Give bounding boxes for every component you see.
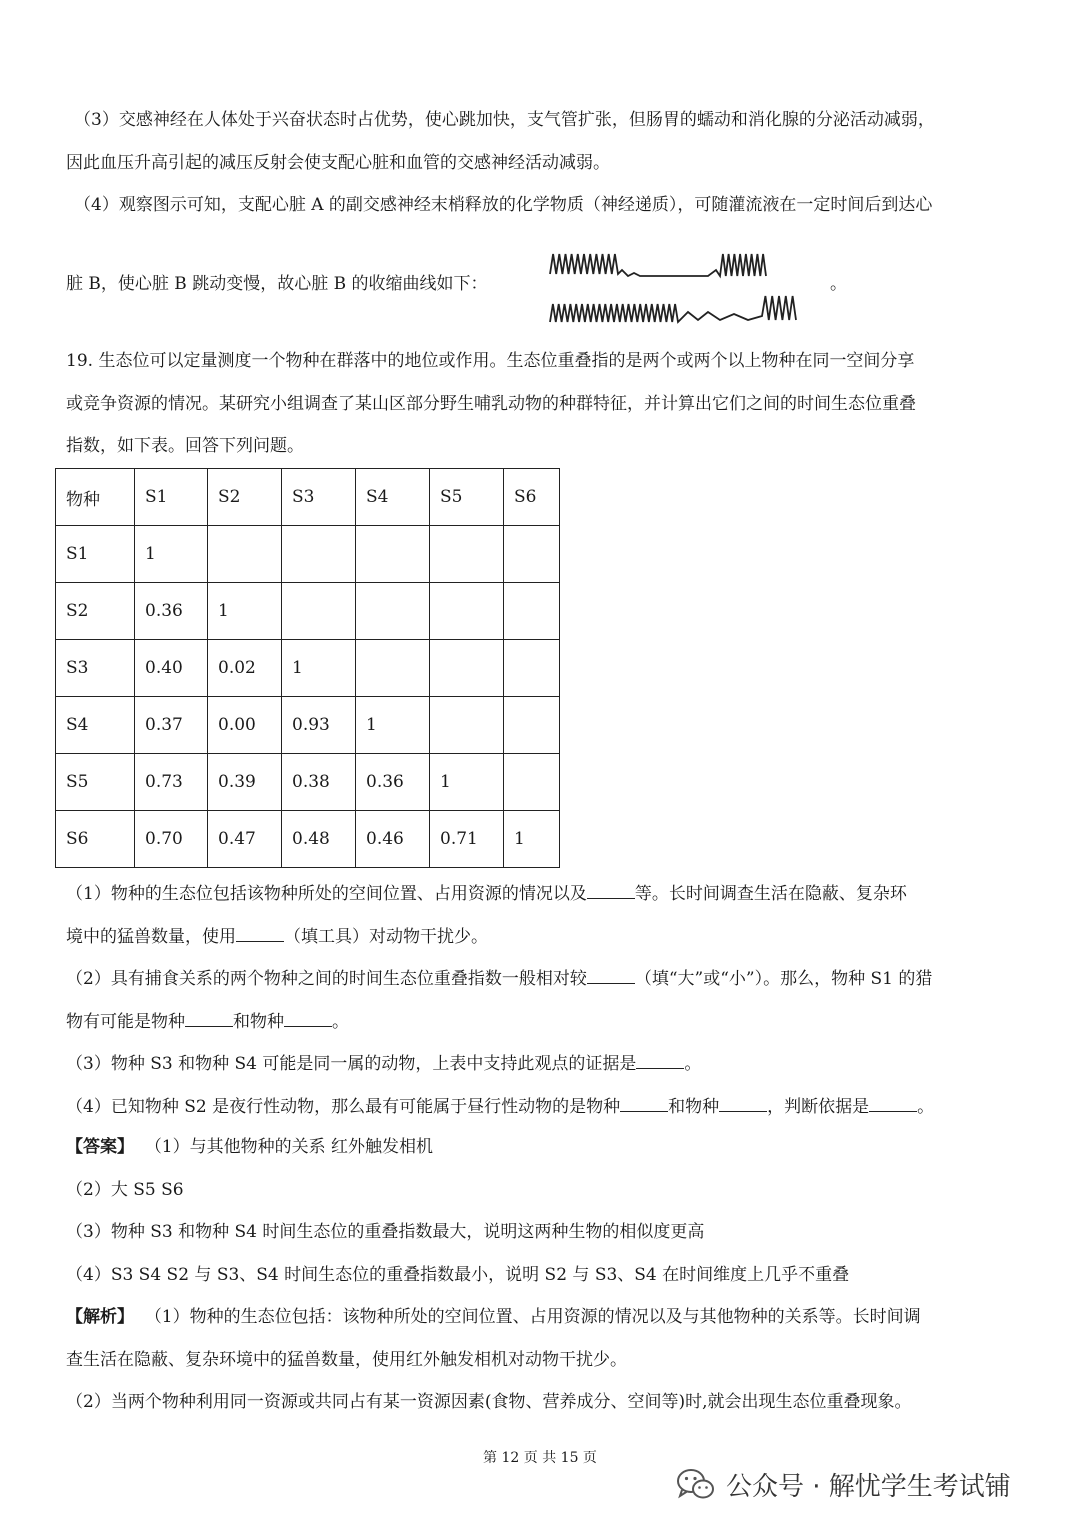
table-row xyxy=(56,583,560,640)
analysis-1b: 查生活在隐蔽、复杂环境中的猛兽数量，使用红外触发相机对动物干扰少。 xyxy=(66,1350,627,1370)
answer-1: （1）与其他物种的关系 红外触发相机 xyxy=(144,1137,434,1157)
answer-2: （2）大 S5 S6 xyxy=(66,1180,184,1200)
table-header-cell: S4 xyxy=(356,469,430,526)
table-header-cell: S2 xyxy=(208,469,282,526)
table-cell xyxy=(430,526,504,583)
table-header-cell: S6 xyxy=(504,469,560,526)
table-cell: S4 xyxy=(56,697,135,754)
table-cell: 1 xyxy=(135,526,208,583)
table-cell: 1 xyxy=(208,583,282,640)
table-cell xyxy=(208,526,282,583)
table-cell xyxy=(504,754,560,811)
answer-blank xyxy=(284,1008,332,1027)
table-cell: S2 xyxy=(56,583,135,640)
watermark xyxy=(676,1466,1011,1503)
niche-overlap-table xyxy=(55,468,560,868)
table-row xyxy=(56,526,560,583)
q3-text-b: 。 xyxy=(684,1054,702,1074)
q4-text-a: （4）已知物种 S2 是夜行性动物，那么最有可能属于昼行性动物的是物种 xyxy=(66,1097,621,1117)
table-cell: 0.46 xyxy=(356,811,430,868)
q2-line1 xyxy=(66,965,932,991)
q1-line1 xyxy=(66,880,907,906)
table-cell xyxy=(356,583,430,640)
part4-line1: （4）观察图示可知，支配心脏 A 的副交感神经末梢释放的化学物质（神经递质），可随灌流液在一定时间后到达心 xyxy=(74,195,933,215)
table-cell: 1 xyxy=(504,811,560,868)
table-row xyxy=(56,697,560,754)
answer-blank xyxy=(719,1093,767,1112)
answer-blank xyxy=(185,1008,233,1027)
table-cell xyxy=(356,526,430,583)
table-cell xyxy=(504,640,560,697)
answer-line1 xyxy=(66,1135,433,1159)
table-cell: S1 xyxy=(56,526,135,583)
part4-line2: 脏 B，使心脏 B 跳动变慢，故心脏 B 的收缩曲线如下： xyxy=(66,274,488,294)
table-cell: 1 xyxy=(282,640,356,697)
table-cell: 1 xyxy=(356,697,430,754)
answer-blank xyxy=(636,1050,684,1069)
q1-text-c: 境中的猛兽数量，使用 xyxy=(66,927,236,947)
table-cell: 0.71 xyxy=(430,811,504,868)
heart-b-contraction-curve xyxy=(548,246,808,330)
q1-text-d: （填工具）对动物干扰少。 xyxy=(284,927,488,947)
q2-text-e: 。 xyxy=(332,1012,349,1032)
part4-end: 。 xyxy=(830,274,847,294)
q19-line1: 19. 生态位可以定量测度一个物种在群落中的地位或作用。生态位重叠指的是两个或两个以上物种在同一空间分享 xyxy=(66,351,915,371)
table-cell: 0.47 xyxy=(208,811,282,868)
table-cell: S5 xyxy=(56,754,135,811)
table-cell: 0.39 xyxy=(208,754,282,811)
answer-blank xyxy=(620,1093,668,1112)
watermark-text: 公众号 · 解忧学生考试铺 xyxy=(726,1472,1011,1502)
answer-3: （3）物种 S3 和物种 S4 时间生态位的重叠指数最大，说明这两种生物的相似度更高 xyxy=(66,1222,705,1242)
q2-text-c: 物有可能是物种 xyxy=(66,1012,185,1032)
table-cell: 0.73 xyxy=(135,754,208,811)
page-number: 第 12 页 共 15 页 xyxy=(483,1450,597,1466)
table-cell xyxy=(356,640,430,697)
analysis-line1 xyxy=(66,1305,921,1329)
table-cell xyxy=(282,526,356,583)
answer-4: （4）S3 S4 S2 与 S3、S4 时间生态位的重叠指数最小，说明 S2 与 S3、S4 在时间维度上几乎不重叠 xyxy=(66,1265,850,1285)
table-header-row xyxy=(56,469,560,526)
q2-text-b: （填“大”或“小”）。那么，物种 S1 的猎 xyxy=(634,969,933,989)
q4-text-d: 。 xyxy=(917,1097,935,1117)
q4-text-c: ，判断依据是 xyxy=(767,1097,870,1117)
q1-line2 xyxy=(66,923,488,949)
analysis-2: （2）当两个物种利用同一资源或共同占有某一资源因素(食物、营养成分、空间等)时,就会出现生态位重叠现象。 xyxy=(66,1392,912,1412)
table-cell: 0.36 xyxy=(356,754,430,811)
table-header-cell: S3 xyxy=(282,469,356,526)
table-cell: 1 xyxy=(430,754,504,811)
q19-line2: 或竞争资源的情况。某研究小组调查了某山区部分野生哺乳动物的种群特征，并计算出它们之间的时间生态位重叠 xyxy=(66,394,916,414)
q3-text-a: （3）物种 S3 和物种 S4 可能是同一属的动物，上表中支持此观点的证据是 xyxy=(66,1054,637,1074)
q19-line3: 指数，如下表。回答下列问题。 xyxy=(66,436,304,456)
answer-blank xyxy=(587,880,635,899)
table-cell: 0.02 xyxy=(208,640,282,697)
table-cell: 0.93 xyxy=(282,697,356,754)
table-cell: 0.37 xyxy=(135,697,208,754)
answer-blank xyxy=(236,923,284,942)
table-cell: 0.40 xyxy=(135,640,208,697)
q1-text-b: 等。长时间调查生活在隐蔽、复杂环 xyxy=(634,884,907,904)
table-cell: 0.70 xyxy=(135,811,208,868)
table-row xyxy=(56,640,560,697)
analysis-1a: （1）物种的生态位包括：该物种所处的空间位置、占用资源的情况以及与其他物种的关系等。长时间调 xyxy=(144,1307,921,1327)
table-cell: 0.48 xyxy=(282,811,356,868)
table-cell: S6 xyxy=(56,811,135,868)
table-cell xyxy=(504,697,560,754)
answer-blank xyxy=(587,965,635,984)
q2-text-d: 和物种 xyxy=(233,1012,284,1032)
table-header-cell: 物种 xyxy=(56,469,135,526)
q2-line2 xyxy=(66,1008,349,1034)
table-cell: S3 xyxy=(56,640,135,697)
analysis-label: 【解析】 xyxy=(66,1307,134,1327)
answer-label: 【答案】 xyxy=(66,1137,134,1157)
q4-line xyxy=(66,1093,934,1119)
table-header-cell: S1 xyxy=(135,469,208,526)
q2-text-a: （2）具有捕食关系的两个物种之间的时间生态位重叠指数一般相对较 xyxy=(66,969,587,989)
table-cell: 0.36 xyxy=(135,583,208,640)
table-cell xyxy=(430,583,504,640)
table-row xyxy=(56,811,560,868)
q3-line xyxy=(66,1050,701,1076)
q4-text-b: 和物种 xyxy=(668,1097,720,1117)
answer-blank xyxy=(869,1093,917,1112)
part3-line1: （3）交感神经在人体处于兴奋状态时占优势，使心跳加快，支气管扩张，但肠胃的蠕动和消化腺的分泌活动减弱， xyxy=(74,110,935,130)
table-row xyxy=(56,754,560,811)
table-header-cell: S5 xyxy=(430,469,504,526)
wechat-icon xyxy=(676,1467,716,1503)
table-cell xyxy=(504,526,560,583)
table-cell: 0.38 xyxy=(282,754,356,811)
q1-text-a: （1）物种的生态位包括该物种所处的空间位置、占用资源的情况以及 xyxy=(66,884,587,904)
table-cell xyxy=(504,583,560,640)
table-cell: 0.00 xyxy=(208,697,282,754)
table-cell xyxy=(430,697,504,754)
part3-line2: 因此血压升高引起的减压反射会使支配心脏和血管的交感神经活动减弱。 xyxy=(66,153,610,173)
table-cell xyxy=(430,640,504,697)
table-cell xyxy=(282,583,356,640)
